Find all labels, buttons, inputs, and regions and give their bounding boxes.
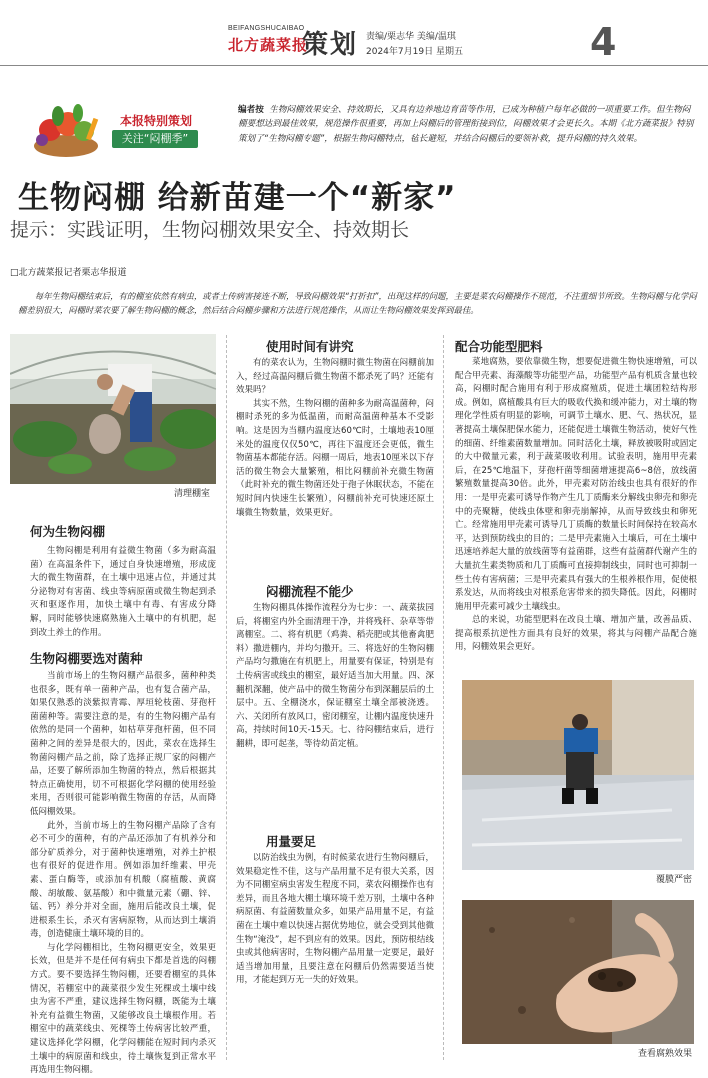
section-heading: 何为生物闷棚 xyxy=(30,524,106,539)
section-heading: 生物闷棚要选对菌种 xyxy=(30,651,143,666)
section-body xyxy=(30,670,216,1078)
photo-caption: 查看腐熟效果 xyxy=(637,1049,692,1059)
subheadline: 提示：实践证明，生物闷棚效果安全、持效期长 xyxy=(10,219,410,241)
section-title: 策划 xyxy=(302,30,359,60)
section-heading: 配合功能型肥料 xyxy=(455,339,543,354)
section-body xyxy=(236,852,434,988)
special-planning-label: 本报特别策划 xyxy=(120,114,193,128)
photo-caption: 清理棚室 xyxy=(173,489,210,499)
masthead-divider xyxy=(0,65,708,66)
column-divider xyxy=(226,335,227,1060)
section-body xyxy=(236,602,434,752)
paragraph: 以防治线虫为例，有时候菜农进行生物闷棚后，效果稳定性不佳，这与产品用量不足有很大关系，因为不同棚室病虫害发生程度不同，菜农闷棚操作也有差异，而且各地大棚土壤环境千差万别，土壤中各种病原菌、有益菌数量众多，如果产品用量不足，有益菌在土壤中难以快速占据优势地位，就会受到其他微生物“淹没”，起不到应有的效果。因此，预防根结线虫或其他病害时，生物闷棚产品用量一定要足，最好适当增加用量，且要注意在闷棚后仍然需要适当使用，才能起到万无一失的好效果。 xyxy=(236,853,434,986)
section-heading: 用量要足 xyxy=(266,834,317,849)
photo-mulch-film-covering xyxy=(462,680,694,870)
paragraph: 有的菜农认为，生物闷棚时微生物菌在闷棚前加入，经过高温闷棚后微生物菌不都杀死了吗？还能有效果吗？ xyxy=(236,358,434,396)
paper-name: 北方蔬菜报 xyxy=(228,36,309,54)
section-heading: 使用时间有讲究 xyxy=(266,339,354,354)
issue-date: 2024年7月19日 星期五 xyxy=(366,47,463,57)
photo-caption: 覆膜严密 xyxy=(655,875,692,885)
section-body xyxy=(236,357,434,520)
column-divider xyxy=(443,335,444,1060)
paragraph: 此外，当前市场上的生物闷棚产品除了含有必不可少的菌种，有的产品还添加了有机养分和部分矿质养分，对于菌种快速增殖，对养土护根也有很好的促进作用。例如添加纤维素、甲壳素、蛋白酶等，或添加有机酸（腐植酸、黄腐酸、胡敏酸、氨基酸）和中微量元素（硼、锌、锰、钙）养分并对全面，施用后能改良土壤，促进根系生长，杀灭有害病原物，从而达到土壤消毒，创造健康土壤环境的目的。 xyxy=(30,820,216,940)
paragraph: 菜地腐熟，要依靠微生物，想要促进微生物快速增殖，可以配合甲壳素、海藻酸等功能型产品，功能型产品有机质含量也较高，闷棚时配合施用有利于形成腐殖质，促进土壤团粒结构形成。例如，腐植酸具有巨大的吸收代换和缓冲能力，对土壤的物理化学性质有明显的影响，可调节土壤水、肥、气、热状况，显著提高土壤保肥保水能力，还能促进土壤微生物活动，使好气性的细菌、纤维素菌数量增加。同时活化土壤，释放被吸附或固定的大中微量元素，利于蔬菜吸收利用。试验表明，施用甲壳素后，在25℃地温下，芽孢杆菌等细菌增速提高6~8倍，放线菌繁殖数量提高30倍。此外，甲壳素对防治线虫也具有很好的作用：一是甲壳素可诱导作物产生几丁质酶来分解线虫卵壳和卵壳中的壳聚糖，使线虫体壁和卵壳崩解掉，从而导致线虫和卵死亡。经常施用甲壳素可诱导几丁质酶的数量长时间保持在较高水平，达到预防线虫的目的；二是甲壳素施入土壤后，可在土壤中迅速培养起大量的放线菌等有益菌群，这些有益菌群代谢产生的大量抗生素类物质和几丁质酶可直接抑制线虫，同时也可抑制一些土传有害病菌；三是甲壳素具有强大的生根养根作用，促使根系发达，从而将线虫对根系危害带来的损失降低。因此，闷棚时施用甲壳素可减少土壤线虫。 xyxy=(455,357,697,612)
editor-credit: 责编/栗志华 美编/温琪 xyxy=(366,32,456,42)
editor-note-text: 生物闷棚效果安全、持效期长，又具有边养地边育苗等作用，已成为种植户每年必做的一项重要工作。但生物闷棚要想达到最佳效果，规范操作很重要，再加上闷棚后的管理衔接到位，闷棚效果才会更长久。本期《北方蔬菜报》特别策划了“生物闷棚专题”，根据生物闷棚特点，毡长避短，并结合闷棚后的要领补救，提升闷棚的持久效果。 xyxy=(238,105,694,144)
section-body xyxy=(455,356,697,655)
paragraph: 当前市场上的生物闷棚产品很多，菌种种类也很多，既有单一菌种产品，也有复合菌产品，如果仅熟悉的淡紫拟青霉、厚垣轮枝菌、芽孢杆菌菌种等。需要注意的是，有的生物闷棚产品有依然的是同一个菌种，如枯草芽孢杆菌，但不同菌种之间的差异是很大的，因此，菜农在选择生物菌闷棚产品之前，除了选择正规厂家的闷棚产品，还要了解所添加生物菌的特点，然后根据其特点正确使用，切不可根据化学闷棚的使用经验来用，否则很可能影响微生物菌的存活，从而降低闷棚效果。 xyxy=(30,671,216,817)
section-heading: 闷棚流程不能少 xyxy=(266,584,354,599)
paper-pinyin: BEIFANGSHUCAIBAO xyxy=(228,25,305,32)
paragraph: 生物闷棚具体操作流程分为七步：一、蔬菜拔园后，将棚室内外全面清理干净，并将残秆、杂草等带离棚室。二、将有机肥（鸡粪、稻壳肥或其他畜禽肥料）撒进棚内，并均匀撒开。三、将选好的生物闷棚产品均匀撒施在有机肥上，用量要有保证，特别是有土传病害或线虫的棚室，最好适当加大用量。四、深翻机深翻，使产品中的微生物菌分布到深翻层后的土层中。五、全棚浇水，保证棚室土壤全部被浇透。六、关闭所有放风口，密闭棚室，让棚内温度快速升高，持续时间10天-15天。七、待闷棚结束后，进行翻耕，即可起垄，等待幼苗定植。 xyxy=(236,603,434,749)
editor-note xyxy=(238,103,696,146)
paragraph: 生物闷棚是利用有益微生物菌（多为耐高温菌）在高温条件下，通过自身快速增殖，形成庞大的微生物菌群，在土壤中迅速占位，并通过其分泌物对有害菌、线虫等病原菌或微生物起到杀灭和驱逐作用，加快土壤中有毒、有害成分降解，同时能够快速腐熟施入土壤中的有机肥，起到改土养土的作用。 xyxy=(30,546,216,638)
byline: □北方蔬菜报记者栗志华报道 xyxy=(10,268,127,278)
vegetable-basket-illustration xyxy=(28,98,103,160)
section-body xyxy=(30,545,216,640)
photo-compost-check xyxy=(462,900,694,1044)
editor-note-label: 编者按 xyxy=(238,105,264,115)
photo-clearing-greenhouse xyxy=(10,334,216,484)
paragraph: 与化学闷棚相比，生物闷棚更安全，效果更长效，但是并不是任何有病虫下都是首选的闷棚方式。要不要选择生物闷棚，还要看棚室的具体情况，若棚室中的蔬菜很少发生死棵或土壤中线虫为害不严重，建议选择生物闷棚，既能为土壤补充有益微生物菌，又能够改良土壤根作用。若棚室中的蔬菜线虫、死棵等土传病害比较严重，建议选择化学闷棚，化学闷棚能在短时间内杀灭土壤中的病原菌和线虫，待土壤恢复到正常水平再选用生物闷棚。 xyxy=(30,942,216,1076)
topic-tag: 关注“闷棚季” xyxy=(112,130,198,148)
paragraph: 总的来说，功能型肥料在改良土壤、增加产量，改善品质、提高根系抗逆性方面具有良好的效果，将其与闷棚产品配合施用，闷棚效果会更好。 xyxy=(455,615,697,653)
paragraph: 其实不然，生物闷棚的菌种多为耐高温菌种，闷棚时杀死的多为低温菌，而耐高温菌种基本不受影响。这是因为当棚内温度达60℃时，土壤地表10厘米处的温度仅仅50℃，再往下温度还会更低，微生物菌基本都能存活。闷棚一周后，地表10厘米以下存活的微生物会大量繁殖，相比闷棚前补充微生物菌（此时补充的微生物菌还处于孢子休眠状态，不能在短时间内快速生长繁殖），闷棚前补充可快速还原土壤微生物数量，效果更好。 xyxy=(236,398,434,518)
headline: 生物闷棚 给新苗建一个“新家” xyxy=(18,180,457,216)
lead-paragraph xyxy=(18,289,698,317)
page-number: 4 xyxy=(590,20,617,64)
lead-text: 每年生物闷棚结束后，有的棚室依然有病虫，或者土传病害接连不断，导致闷棚效果“打折扣”，出现这样的问题，主要是菜农闷棚操作不规范，不注重细节所致。生物闷棚与化学闷棚差别很大，闷棚时菜农要了解生物闷棚的概念，然后结合闷棚步骤和方法进行规范操作，从而让生物闷棚效果发挥到最佳。 xyxy=(18,291,697,315)
